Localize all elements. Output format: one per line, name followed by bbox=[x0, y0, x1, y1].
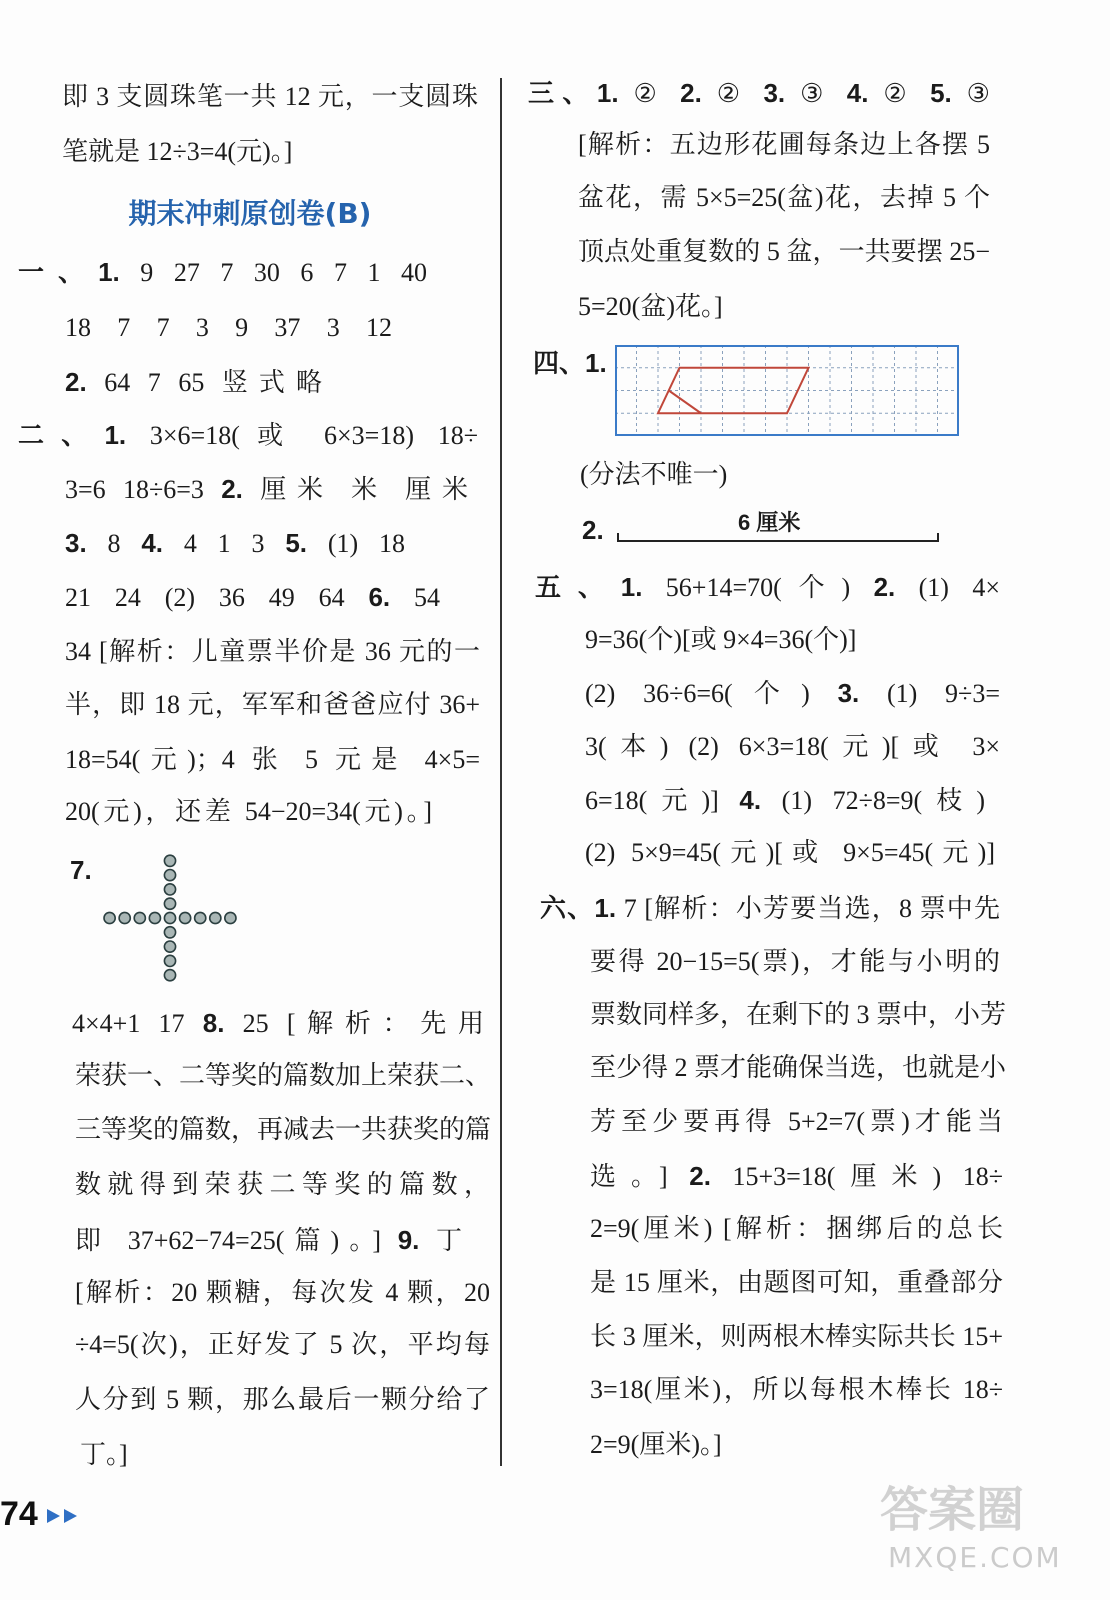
item-number: 9. bbox=[397, 1225, 420, 1255]
answer-line bbox=[75, 1060, 490, 1092]
line-text: 票数同样多，在剩下的 3 票中，小芳 bbox=[590, 1000, 1007, 1029]
item-number: 3. bbox=[65, 528, 87, 558]
item-number: 2. bbox=[689, 1161, 711, 1191]
answer-line bbox=[578, 129, 990, 161]
circle-bead-icon bbox=[149, 912, 160, 923]
answer-line bbox=[65, 473, 468, 505]
line-text: 18 7 7 3 9 37 3 12 bbox=[65, 313, 392, 342]
line-text: 长 3 厘米，则两根木棒实际共长 15+ bbox=[590, 1322, 1003, 1351]
line-text: (分法不唯一) bbox=[580, 460, 728, 489]
circle-bead-icon bbox=[134, 912, 145, 923]
line-text: 54 bbox=[390, 583, 440, 612]
line-text: 7 [解析：小芳要当选，8 票中先 bbox=[616, 894, 1000, 923]
line-text: ÷4=5(次)，正好发了 5 次，平均每 bbox=[75, 1330, 490, 1359]
item-number: 2. bbox=[582, 515, 604, 545]
line-text: 丁 bbox=[419, 1226, 462, 1255]
answer-line bbox=[65, 312, 392, 344]
answer-line bbox=[578, 291, 723, 323]
line-text: 56+14=70(个) bbox=[642, 573, 874, 602]
line-text: ② bbox=[868, 79, 931, 108]
answer-line bbox=[65, 581, 440, 613]
item-number: 一、1. bbox=[18, 257, 120, 287]
item-number: 7. bbox=[70, 855, 92, 885]
answer-line bbox=[80, 1439, 128, 1471]
answer-line bbox=[585, 677, 1000, 709]
line-text: 4 1 3 bbox=[163, 529, 286, 558]
line-text: 2=9(厘米) [解析：捆绑后的总长 bbox=[590, 1214, 1003, 1243]
answer-line bbox=[65, 636, 480, 668]
answer-line bbox=[533, 347, 607, 379]
line-text: 荣获一、二等奖的篇数加上荣获二、 bbox=[75, 1061, 492, 1090]
answer-line bbox=[72, 1007, 484, 1039]
line-segment-figure bbox=[612, 528, 944, 548]
line-text: ③ bbox=[785, 79, 847, 108]
answer-line bbox=[590, 1374, 1003, 1406]
answer-line bbox=[75, 1169, 490, 1201]
answer-line bbox=[65, 796, 432, 828]
line-text: [解析：20 颗糖，每次发 4 颗，20 bbox=[75, 1278, 490, 1307]
watermark-logo: 答案圈 bbox=[880, 1482, 1025, 1538]
exam-title: 期末冲刺原创卷(B) bbox=[128, 197, 372, 230]
answer-line bbox=[585, 624, 856, 656]
page-number: 74 bbox=[0, 1495, 38, 1533]
answer-line bbox=[590, 946, 1000, 978]
item-number: 5. bbox=[930, 78, 952, 108]
line-text: 9=36(个)[或 9×4=36(个)] bbox=[585, 625, 857, 654]
answer-line bbox=[62, 136, 292, 168]
line-text: (1) 9÷3= bbox=[859, 679, 1000, 708]
line-text: 3(本) (2) 6×3=18(元)[或 3× bbox=[585, 732, 1000, 761]
line-text: 数就得到荣获二等奖的篇数， bbox=[75, 1170, 490, 1199]
answer-line bbox=[590, 1213, 1003, 1245]
line-text: 6=18(元)] bbox=[585, 786, 740, 815]
answer-line bbox=[75, 1224, 462, 1256]
line-text: 21 24 (2) 36 49 64 bbox=[65, 583, 369, 612]
item-number: 四、1. bbox=[533, 348, 607, 378]
line-text: 是 15 厘米，由题图可知，重叠部分 bbox=[590, 1268, 1003, 1297]
item-number: 6. bbox=[368, 582, 391, 612]
bead-cross-figure bbox=[100, 850, 240, 986]
line-text: 20(元)，还差 54−20=34(元)。] bbox=[65, 797, 432, 826]
circle-bead-icon bbox=[210, 912, 221, 923]
line-text: 2=9(厘米)。] bbox=[590, 1430, 722, 1459]
line-text: ② bbox=[618, 79, 681, 108]
line-text: 至少得 2 票才能确保当选，也就是小 bbox=[590, 1053, 1007, 1082]
line-text: [解析：五边形花圃每条边上各摆 5 bbox=[578, 130, 990, 159]
line-text: 15+3=18(厘米) 18÷ bbox=[710, 1162, 1003, 1191]
line-text: 5=20(盆)花。] bbox=[578, 292, 723, 321]
line-text: 18=54(元)；4 张 5 元是 4×5= bbox=[65, 745, 480, 774]
item-number: 2. bbox=[680, 78, 702, 108]
line-text: 3×6=18(或 6×3=18) 18÷ bbox=[126, 421, 478, 450]
circle-bead-icon bbox=[164, 912, 175, 923]
line-text: 盆花，需 5×5=25(盆)花，去掉 5 个 bbox=[578, 183, 990, 212]
circle-bead-icon bbox=[119, 912, 130, 923]
answer-line bbox=[528, 77, 990, 109]
item-number: 3. bbox=[763, 78, 786, 108]
answer-line bbox=[65, 744, 480, 776]
watermark-site: MXQE.COM bbox=[888, 1541, 1062, 1574]
line-text: 人分到 5 颗，那么最后一颗分给了 bbox=[75, 1385, 490, 1414]
line-text: 厘米 米 厘米 bbox=[242, 475, 468, 504]
answer-line bbox=[65, 527, 405, 559]
item-number: 4. bbox=[739, 785, 762, 815]
item-number: 2. bbox=[65, 367, 87, 397]
circle-bead-icon bbox=[104, 912, 115, 923]
item-number: 三、1. bbox=[528, 78, 619, 108]
line-text: 选。] bbox=[590, 1162, 690, 1191]
line-text: (2) 36÷6=6(个) bbox=[585, 679, 838, 708]
answer-line bbox=[585, 784, 985, 816]
segment-length-label: 6 厘米 bbox=[738, 510, 801, 535]
line-text: 25 [解析：先用 bbox=[224, 1009, 484, 1038]
item-number: 2. bbox=[873, 572, 896, 602]
circle-bead-icon bbox=[164, 884, 175, 895]
answer-line bbox=[590, 1106, 1003, 1138]
answer-line bbox=[75, 1329, 490, 1361]
answer-line bbox=[585, 837, 995, 869]
answer-line bbox=[590, 999, 1007, 1031]
answer-line bbox=[65, 366, 322, 398]
line-text: 4×4+1 17 bbox=[72, 1009, 203, 1038]
line-text: 9 27 7 30 6 7 1 40 bbox=[119, 258, 427, 287]
line-text: (1) 72÷8=9(枝) bbox=[761, 786, 985, 815]
answer-line bbox=[70, 854, 92, 886]
answer-line bbox=[62, 81, 478, 113]
answer-line bbox=[590, 1160, 1003, 1192]
answer-line bbox=[590, 1052, 1007, 1084]
line-text: ② bbox=[701, 79, 764, 108]
line-text: (2) 5×9=45(元)[或 9×5=45(元)] bbox=[585, 838, 995, 867]
item-number: 8. bbox=[202, 1008, 225, 1038]
answer-line bbox=[18, 256, 427, 288]
answer-line bbox=[535, 571, 1000, 603]
circle-bead-icon bbox=[164, 898, 175, 909]
column-divider bbox=[500, 78, 502, 1466]
answer-line bbox=[540, 892, 1000, 924]
circle-bead-icon bbox=[164, 870, 175, 881]
circle-bead-icon bbox=[225, 912, 236, 923]
circle-bead-icon bbox=[164, 855, 175, 866]
item-number: 3. bbox=[837, 678, 860, 708]
line-text: 笔就是 12÷3=4(元)。] bbox=[62, 137, 293, 166]
circle-bead-icon bbox=[164, 970, 175, 981]
item-number: 4. bbox=[141, 528, 164, 558]
grid-figure bbox=[615, 345, 959, 436]
answer-line bbox=[75, 1114, 490, 1146]
line-text: 芳至少要再得 5+2=7(票)才能当 bbox=[590, 1107, 1003, 1136]
answer-line bbox=[578, 182, 990, 214]
item-number: 五、1. bbox=[535, 572, 643, 602]
circle-bead-icon bbox=[195, 912, 206, 923]
line-text: (1) 4× bbox=[895, 573, 1000, 602]
line-text: 丁。] bbox=[80, 1440, 128, 1469]
double-right-arrow-icon bbox=[46, 1506, 80, 1526]
item-number: 5. bbox=[285, 528, 308, 558]
line-text: (1) 18 bbox=[307, 529, 405, 558]
answer-line bbox=[590, 1321, 1003, 1353]
line-text: 3=18(厘米)，所以每根木棒长 18÷ bbox=[590, 1375, 1003, 1404]
answer-line bbox=[590, 1429, 722, 1461]
item-number: 六、1. bbox=[540, 893, 617, 923]
answer-line bbox=[75, 1384, 490, 1416]
circle-bead-icon bbox=[164, 941, 175, 952]
line-text: ③ bbox=[951, 79, 990, 108]
division-line bbox=[669, 391, 701, 414]
answer-line bbox=[65, 689, 480, 721]
answer-line bbox=[18, 419, 478, 451]
line-text: 顶点处重复数的 5 盆，一共要摆 25− bbox=[578, 237, 990, 266]
item-number: 4. bbox=[846, 78, 869, 108]
circle-bead-icon bbox=[164, 927, 175, 938]
line-text: 3=6 18÷6=3 bbox=[65, 475, 222, 504]
line-text: 34 [解析：儿童票半价是 36 元的一 bbox=[65, 637, 480, 666]
answer-line bbox=[582, 514, 604, 546]
line-text: 三等奖的篇数，再减去一共获奖的篇 bbox=[75, 1115, 492, 1144]
line-text: 即 3 支圆珠笔一共 12 元，一支圆珠 bbox=[62, 82, 478, 111]
circle-bead-icon bbox=[180, 912, 191, 923]
answer-line bbox=[585, 731, 1000, 763]
answer-line bbox=[590, 1267, 1003, 1299]
circle-bead-icon bbox=[164, 955, 175, 966]
line-text: 半，即 18 元，军军和爸爸应付 36+ bbox=[65, 690, 480, 719]
answer-line bbox=[75, 1277, 490, 1309]
line-text: 8 bbox=[86, 529, 142, 558]
answer-line bbox=[578, 236, 990, 268]
line-text: 即 37+62−74=25(篇)。] bbox=[75, 1226, 398, 1255]
line-text: 64 7 65 竖式略 bbox=[86, 368, 322, 397]
answer-line bbox=[580, 459, 727, 491]
line-text: 要得 20−15=5(票)，才能与小明的 bbox=[590, 947, 1000, 976]
item-number: 二、1. bbox=[18, 420, 127, 450]
item-number: 2. bbox=[221, 474, 243, 504]
